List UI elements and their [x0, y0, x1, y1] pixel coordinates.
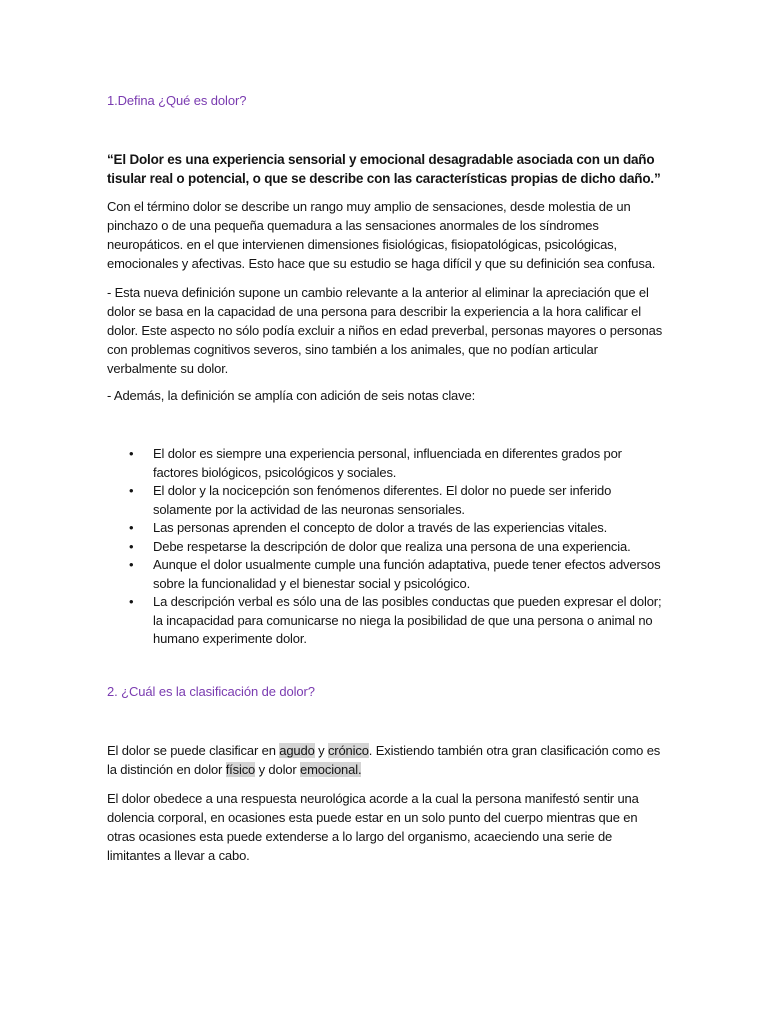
- list-item: • El dolor es siempre una experiencia personal, influenciada en diferentes grados por factores biológicos, psicológicos y sociales.: [129, 446, 622, 480]
- highlight-agudo: agudo: [279, 743, 315, 758]
- bullet-icon: •: [129, 557, 134, 572]
- highlight-fisico: físico: [225, 762, 256, 777]
- bullet-icon: •: [129, 520, 134, 535]
- paragraph-termino-dolor: Con el término dolor se describe un rango muy amplio de sensaciones, desde molestia de un pinchazo o de una pequeña quemadura a las sensaciones anormales de los síndromes neuropáticos. en el que intervienen dimensiones fisiológicas, fisiopatológicas, psicológicas, emocionales y afectivas. Esto hace que su estudio se haga difícil y que su definición sea confusa.: [107, 199, 656, 271]
- bullet-icon: •: [129, 446, 134, 461]
- list-item: • Las personas aprenden el concepto de dolor a través de las experiencias vitales.: [107, 519, 667, 538]
- key-notes-list: [107, 445, 667, 649]
- list-item: • Debe respetarse la descripción de dolor que realiza una persona de una experiencia.: [107, 538, 667, 557]
- list-item: • Aunque el dolor usualmente cumple una función adaptativa, puede tener efectos adversos sobre la funcionalidad y el bienestar social y psicológico.: [129, 557, 661, 591]
- heading-clasificacion-dolor: 2. ¿Cuál es la clasificación de dolor?: [107, 684, 315, 699]
- heading-que-es-dolor: 1.Defina ¿Qué es dolor?: [107, 93, 247, 108]
- bullet-icon: •: [129, 483, 134, 498]
- bullet-icon: •: [129, 538, 134, 554]
- pain-definition-quote: “El Dolor es una experiencia sensorial y emocional desagradable asociada con un daño tisular real o potencial, o que se describe con las características propias de dicho daño.”: [107, 152, 661, 186]
- paragraph-respuesta-neurologica: El dolor obedece a una respuesta neurológica acorde a la cual la persona manifestó sentir una dolencia corporal, en ocasiones esta puede estar en un solo punto del cuerpo mientras que en otras ocasiones esta puede extenderse a lo largo del organismo, acaeciendo una serie de limitantes a llevar a cabo.: [107, 791, 639, 863]
- bullet-icon: •: [129, 594, 134, 609]
- highlight-emocional: emocional.: [300, 762, 362, 777]
- highlight-cronico: crónico: [327, 743, 369, 758]
- list-item: • La descripción verbal es sólo una de las posibles conductas que pueden expresar el dolor; la incapacidad para comunicarse no niega la posibilidad de que una persona o animal no humano experimente dolor.: [129, 594, 662, 646]
- paragraph-clasificacion: El dolor se puede clasificar en agudo y crónico. Existiendo también otra gran clasificación como es la distinción en dolor físico y dolor emocional.: [107, 743, 661, 777]
- paragraph-nueva-definicion: - Esta nueva definición supone un cambio relevante a la anterior al eliminar la apreciación que el dolor se basa en la capacidad de una persona para describir la experiencia a la hora calificar el dolor. Este aspecto no sólo podía excluir a niños en edad preverbal, personas mayores o personas con problemas cognitivos severos, sino también a los animales, que no podían articular verbalmente su dolor.: [107, 285, 663, 376]
- list-item: • El dolor y la nocicepción son fenómenos diferentes. El dolor no puede ser inferido solamente por la actividad de las neuronas sensoriales.: [129, 483, 612, 517]
- paragraph-notas-clave-intro: - Además, la definición se amplía con adición de seis notas clave:: [107, 388, 476, 403]
